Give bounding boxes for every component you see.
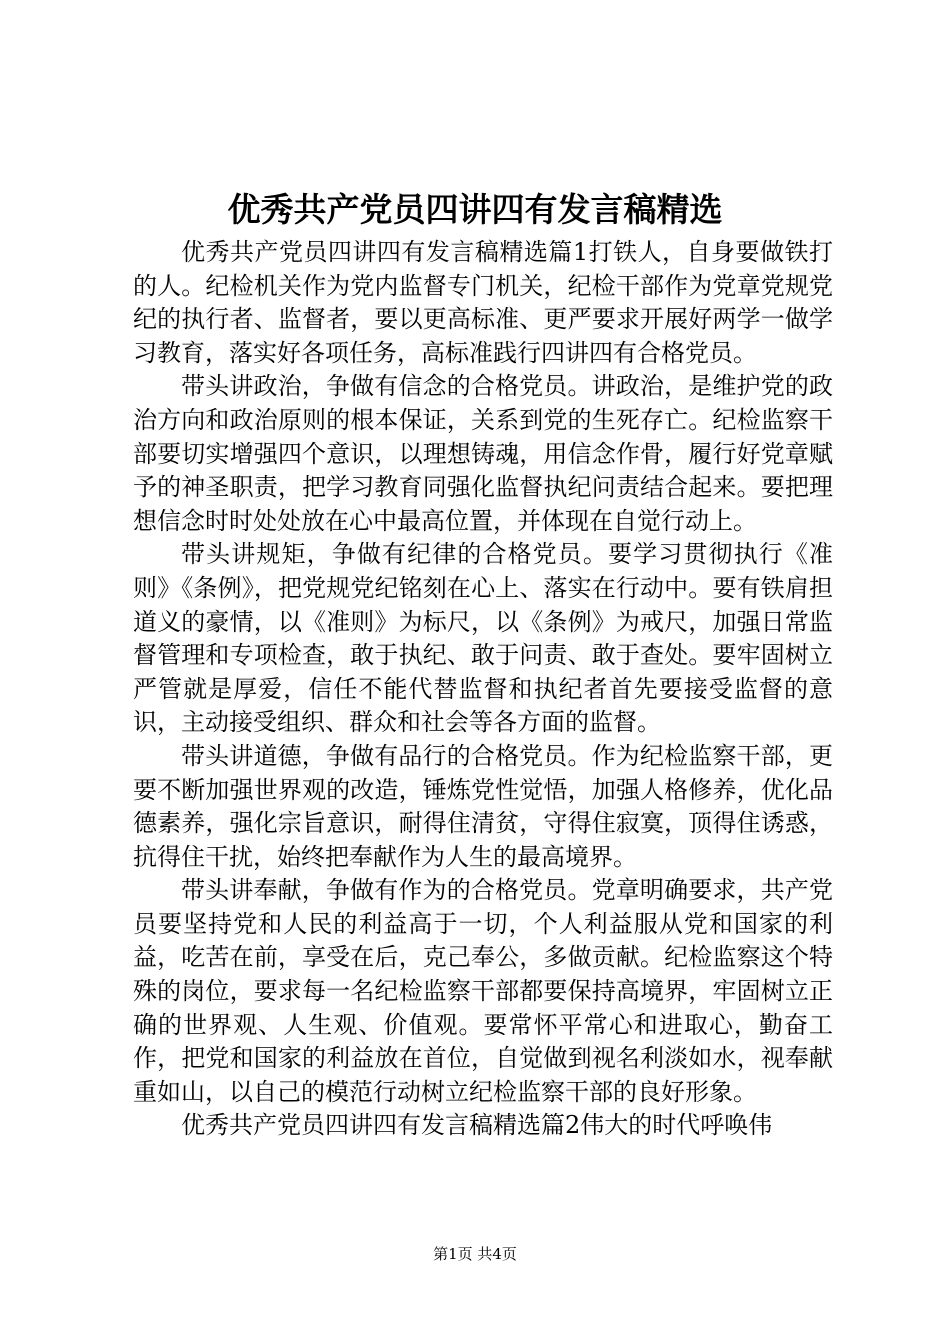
paragraph-3: 带头讲规矩，争做有纪律的合格党员。要学习贯彻执行《准则》《条例》，把党规党纪铭刻在心上、落实在行动中。要有铁肩担道义的豪情，以《准则》为标尺，以《条例》为戒尺，加强日常监督管理和专项检查，敢于执纪、敢于问责、敢于查处。要牢固树立严管就是厚爱，信任不能代替监督和执纪者首先要接受监督的意识，主动接受组织、群众和社会等各方面的监督。 — [133, 540, 833, 737]
paragraph-5: 带头讲奉献，争做有作为的合格党员。党章明确要求，共产党员要坚持党和人民的利益高于一切，个人利益服从党和国家的利益，吃苦在前，享受在后，克己奉公，多做贡献。纪检监察这个特殊的岗位，要求每一名纪检监察干部都要保持高境界，牢固树立正确的世界观、人生观、价值观。要常怀平常心和进取心，勤奋工作，把党和国家的利益放在首位，自觉做到视名利淡如水，视奉献重如山，以自己的模范行动树立纪检监察干部的良好形象。 — [133, 876, 833, 1106]
page-footer: 第1页 共4页 — [433, 1245, 517, 1263]
paragraph-6: 优秀共产党员四讲四有发言稿精选篇2伟大的时代呼唤伟 — [181, 1111, 773, 1140]
paragraph-4: 带头讲道德，争做有品行的合格党员。作为纪检监察干部，更要不断加强世界观的改造，锤炼党性觉悟，加强人格修养，优化品德素养，强化宗旨意识，耐得住清贫，守得住寂寞，顶得住诱惑，抗得住干扰，始终把奉献作为人生的最高境界。 — [133, 741, 833, 871]
paragraph-2: 带头讲政治，争做有信念的合格党员。讲政治，是维护党的政治方向和政治原则的根本保证，关系到党的生死存亡。纪检监察干部要切实增强四个意识，以理想铸魂，用信念作骨，履行好党章赋予的神圣职责，把学习教育同强化监督执纪问责结合起来。要把理想信念时时处处放在心中最高位置，并体现在自觉行动上。 — [133, 372, 833, 535]
document-body — [133, 236, 833, 1143]
paragraph-1: 优秀共产党员四讲四有发言稿精选篇1打铁人，自身要做铁打的人。纪检机关作为党内监督专门机关，纪检干部作为党章党规党纪的执行者、监督者，要以更高标准、更严要求开展好两学一做学习教育，落实好各项任务，高标准践行四讲四有合格党员。 — [133, 238, 833, 367]
document-title: 优秀共产党员四讲四有发言稿精选 — [227, 190, 723, 229]
